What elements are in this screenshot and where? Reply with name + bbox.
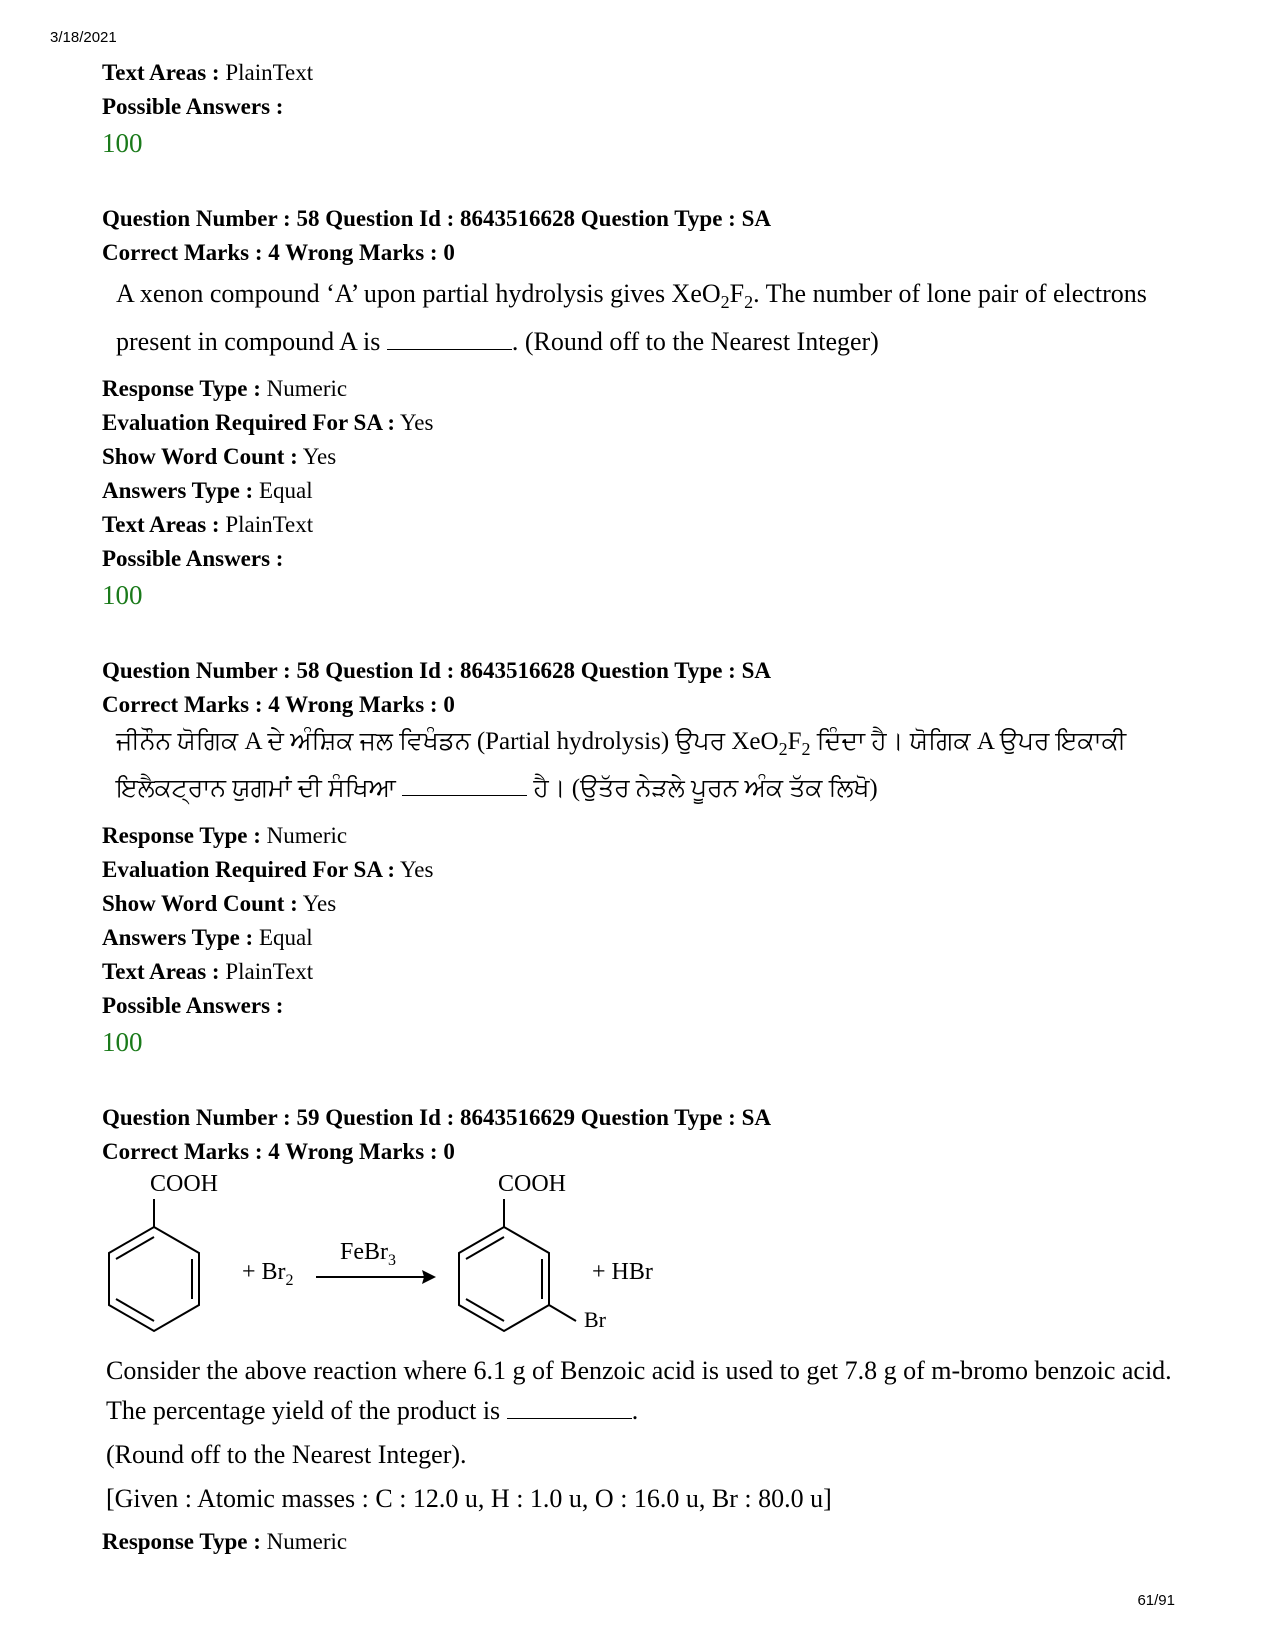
field-value: Yes: [302, 444, 337, 470]
field-label: Evaluation Required For SA :: [102, 857, 396, 883]
marks-text: Correct Marks : 4 Wrong Marks : 0: [102, 692, 455, 718]
page-number: 61/91: [1137, 1592, 1175, 1609]
question-text-part: ਹੈ। (ਉਤੱਰ ਨੇੜਲੇ ਪੂਰਨ ਅੰਕ ਤੱਕ ਲਿਖੋ): [527, 775, 878, 803]
field-value: Yes: [400, 410, 434, 436]
benzene-ring-product: [459, 1199, 576, 1331]
question-header-line: Question Number : 59 Question Id : 8643516629 Question Type : SA: [102, 1105, 771, 1131]
field-value: Numeric: [266, 823, 348, 849]
field-label: Answers Type :: [102, 478, 254, 504]
field-label: Response Type :: [102, 376, 261, 402]
field-label: Text Areas :: [102, 959, 220, 985]
possible-answers-row: [102, 989, 1202, 1023]
question-text-part: A xenon compound ‘A’ upon partial hydrolysis gives XeO: [116, 279, 721, 308]
answer-blank: [387, 327, 512, 350]
field-label: Show Word Count :: [102, 891, 298, 917]
answers-type-row: [102, 474, 1202, 508]
field-value: PlainText: [225, 512, 314, 538]
field-label: Text Areas :: [102, 60, 220, 85]
reaction-arrow: [316, 1270, 436, 1284]
evaluation-row: [102, 406, 1202, 440]
reagent-text: + Br: [242, 1259, 286, 1286]
marks-line: [102, 1135, 1202, 1169]
field-label: Answers Type :: [102, 925, 254, 951]
question-text-part: ਦਿੰਦਾ ਹੈ। ਯੋਗਿਕ A ਉਪਰ ਇਕਾਕੀ ਇਲੈਕਟ੍ਰਾਨ ਯੁਗਮਾਂ ਦੀ ਸੰਖਿਆ: [116, 728, 1127, 803]
text-areas-row: [102, 955, 1202, 989]
field-value: Numeric: [266, 376, 348, 402]
question-text-part: Consider the above reaction where 6.1 g of Benzoic acid is used to get 7.8 g of m-bromo benzoic acid. The percentage yield of the product is: [106, 1356, 1172, 1426]
possible-answers-row: [102, 542, 1202, 576]
question-header-line: Question Number : 58 Question Id : 8643516628 Question Type : SA: [102, 658, 771, 684]
response-type-row: [102, 1525, 1202, 1559]
answers-type-row: [102, 921, 1202, 955]
print-date: 3/18/2021: [50, 29, 117, 46]
field-label: Possible Answers :: [102, 94, 284, 119]
catalyst-label: [340, 1239, 396, 1270]
question-text-part: .: [631, 1396, 639, 1426]
product-group-label: COOH: [498, 1171, 567, 1198]
reagent-label: [242, 1259, 294, 1290]
question-text-part: . (Round off to the Nearest Integer): [511, 327, 879, 357]
response-type-row: [102, 819, 1202, 853]
field-value: Equal: [258, 925, 313, 951]
possible-answer: 100: [102, 1027, 143, 1058]
field-value: PlainText: [225, 959, 314, 985]
question-text: [102, 274, 1206, 362]
given-atomic-masses: [Given : Atomic masses : C : 12.0 u, H : 1.0 u, O : 16.0 u, Br : 80.0 u]: [106, 1484, 832, 1514]
subscript: 2: [285, 1271, 294, 1289]
field-label: Possible Answers :: [102, 993, 284, 1019]
field-label: Evaluation Required For SA :: [102, 410, 396, 436]
byproduct-label: + HBr: [592, 1259, 653, 1286]
question-text-part: F: [787, 728, 802, 756]
field-label: Possible Answers :: [102, 546, 284, 572]
field-label: Response Type :: [102, 823, 261, 849]
subscript: 2: [744, 292, 754, 313]
question-text-part: F: [729, 279, 745, 308]
question-text-part: ਜੀਨੌਨ ਯੋਗਿਕ A ਦੇ ਅੰਸ਼ਿਕ ਜਲ ਵਿਖੰਡਨ (Partial hydrolysis) ਉਪਰ XeO: [116, 728, 779, 756]
response-type-row: [102, 372, 1202, 406]
text-areas-row: [102, 56, 1202, 90]
question-text-punjabi: [102, 722, 1206, 809]
subscript: 2: [720, 292, 730, 313]
reactant-group-label: COOH: [150, 1171, 219, 1198]
word-count-row: [102, 887, 1202, 921]
question-header: [102, 202, 1202, 236]
bromo-substituent-label: Br: [584, 1307, 606, 1333]
evaluation-row: [102, 853, 1202, 887]
field-value: Equal: [258, 478, 313, 504]
marks-line: [102, 236, 1202, 270]
field-value: Yes: [400, 857, 434, 883]
question-header: [102, 1101, 1202, 1135]
field-value: PlainText: [225, 60, 314, 85]
question-text: [102, 1351, 1206, 1519]
field-label: Text Areas :: [102, 512, 220, 538]
answer-blank: [507, 1396, 632, 1419]
possible-answer: 100: [102, 128, 143, 158]
answer-blank: [402, 773, 527, 796]
marks-line: [102, 688, 1202, 722]
word-count-row: [102, 440, 1202, 474]
question-text-part: . The number of lone pair of electrons present in compound A is: [116, 279, 1147, 357]
reaction-diagram: [102, 1171, 722, 1349]
subscript: 3: [388, 1251, 396, 1269]
subscript: 2: [778, 739, 788, 760]
field-label: Response Type :: [102, 1529, 261, 1555]
subscript: 2: [801, 739, 811, 760]
rounding-instruction: (Round off to the Nearest Integer).: [106, 1440, 467, 1470]
text-areas-row: [102, 508, 1202, 542]
field-value: Yes: [302, 891, 337, 917]
question-header-line: Question Number : 58 Question Id : 8643516628 Question Type : SA: [102, 206, 771, 231]
benzene-ring-reactant: [109, 1199, 199, 1331]
catalyst-text: FeBr: [340, 1239, 388, 1266]
field-label: Show Word Count :: [102, 444, 298, 470]
marks-text: Correct Marks : 4 Wrong Marks : 0: [102, 240, 455, 265]
marks-text: Correct Marks : 4 Wrong Marks : 0: [102, 1139, 455, 1165]
possible-answers-row: [102, 90, 1202, 124]
field-value: Numeric: [266, 1529, 348, 1555]
possible-answer: 100: [102, 580, 143, 611]
question-header: [102, 654, 1202, 688]
page-content: [102, 56, 1202, 1559]
